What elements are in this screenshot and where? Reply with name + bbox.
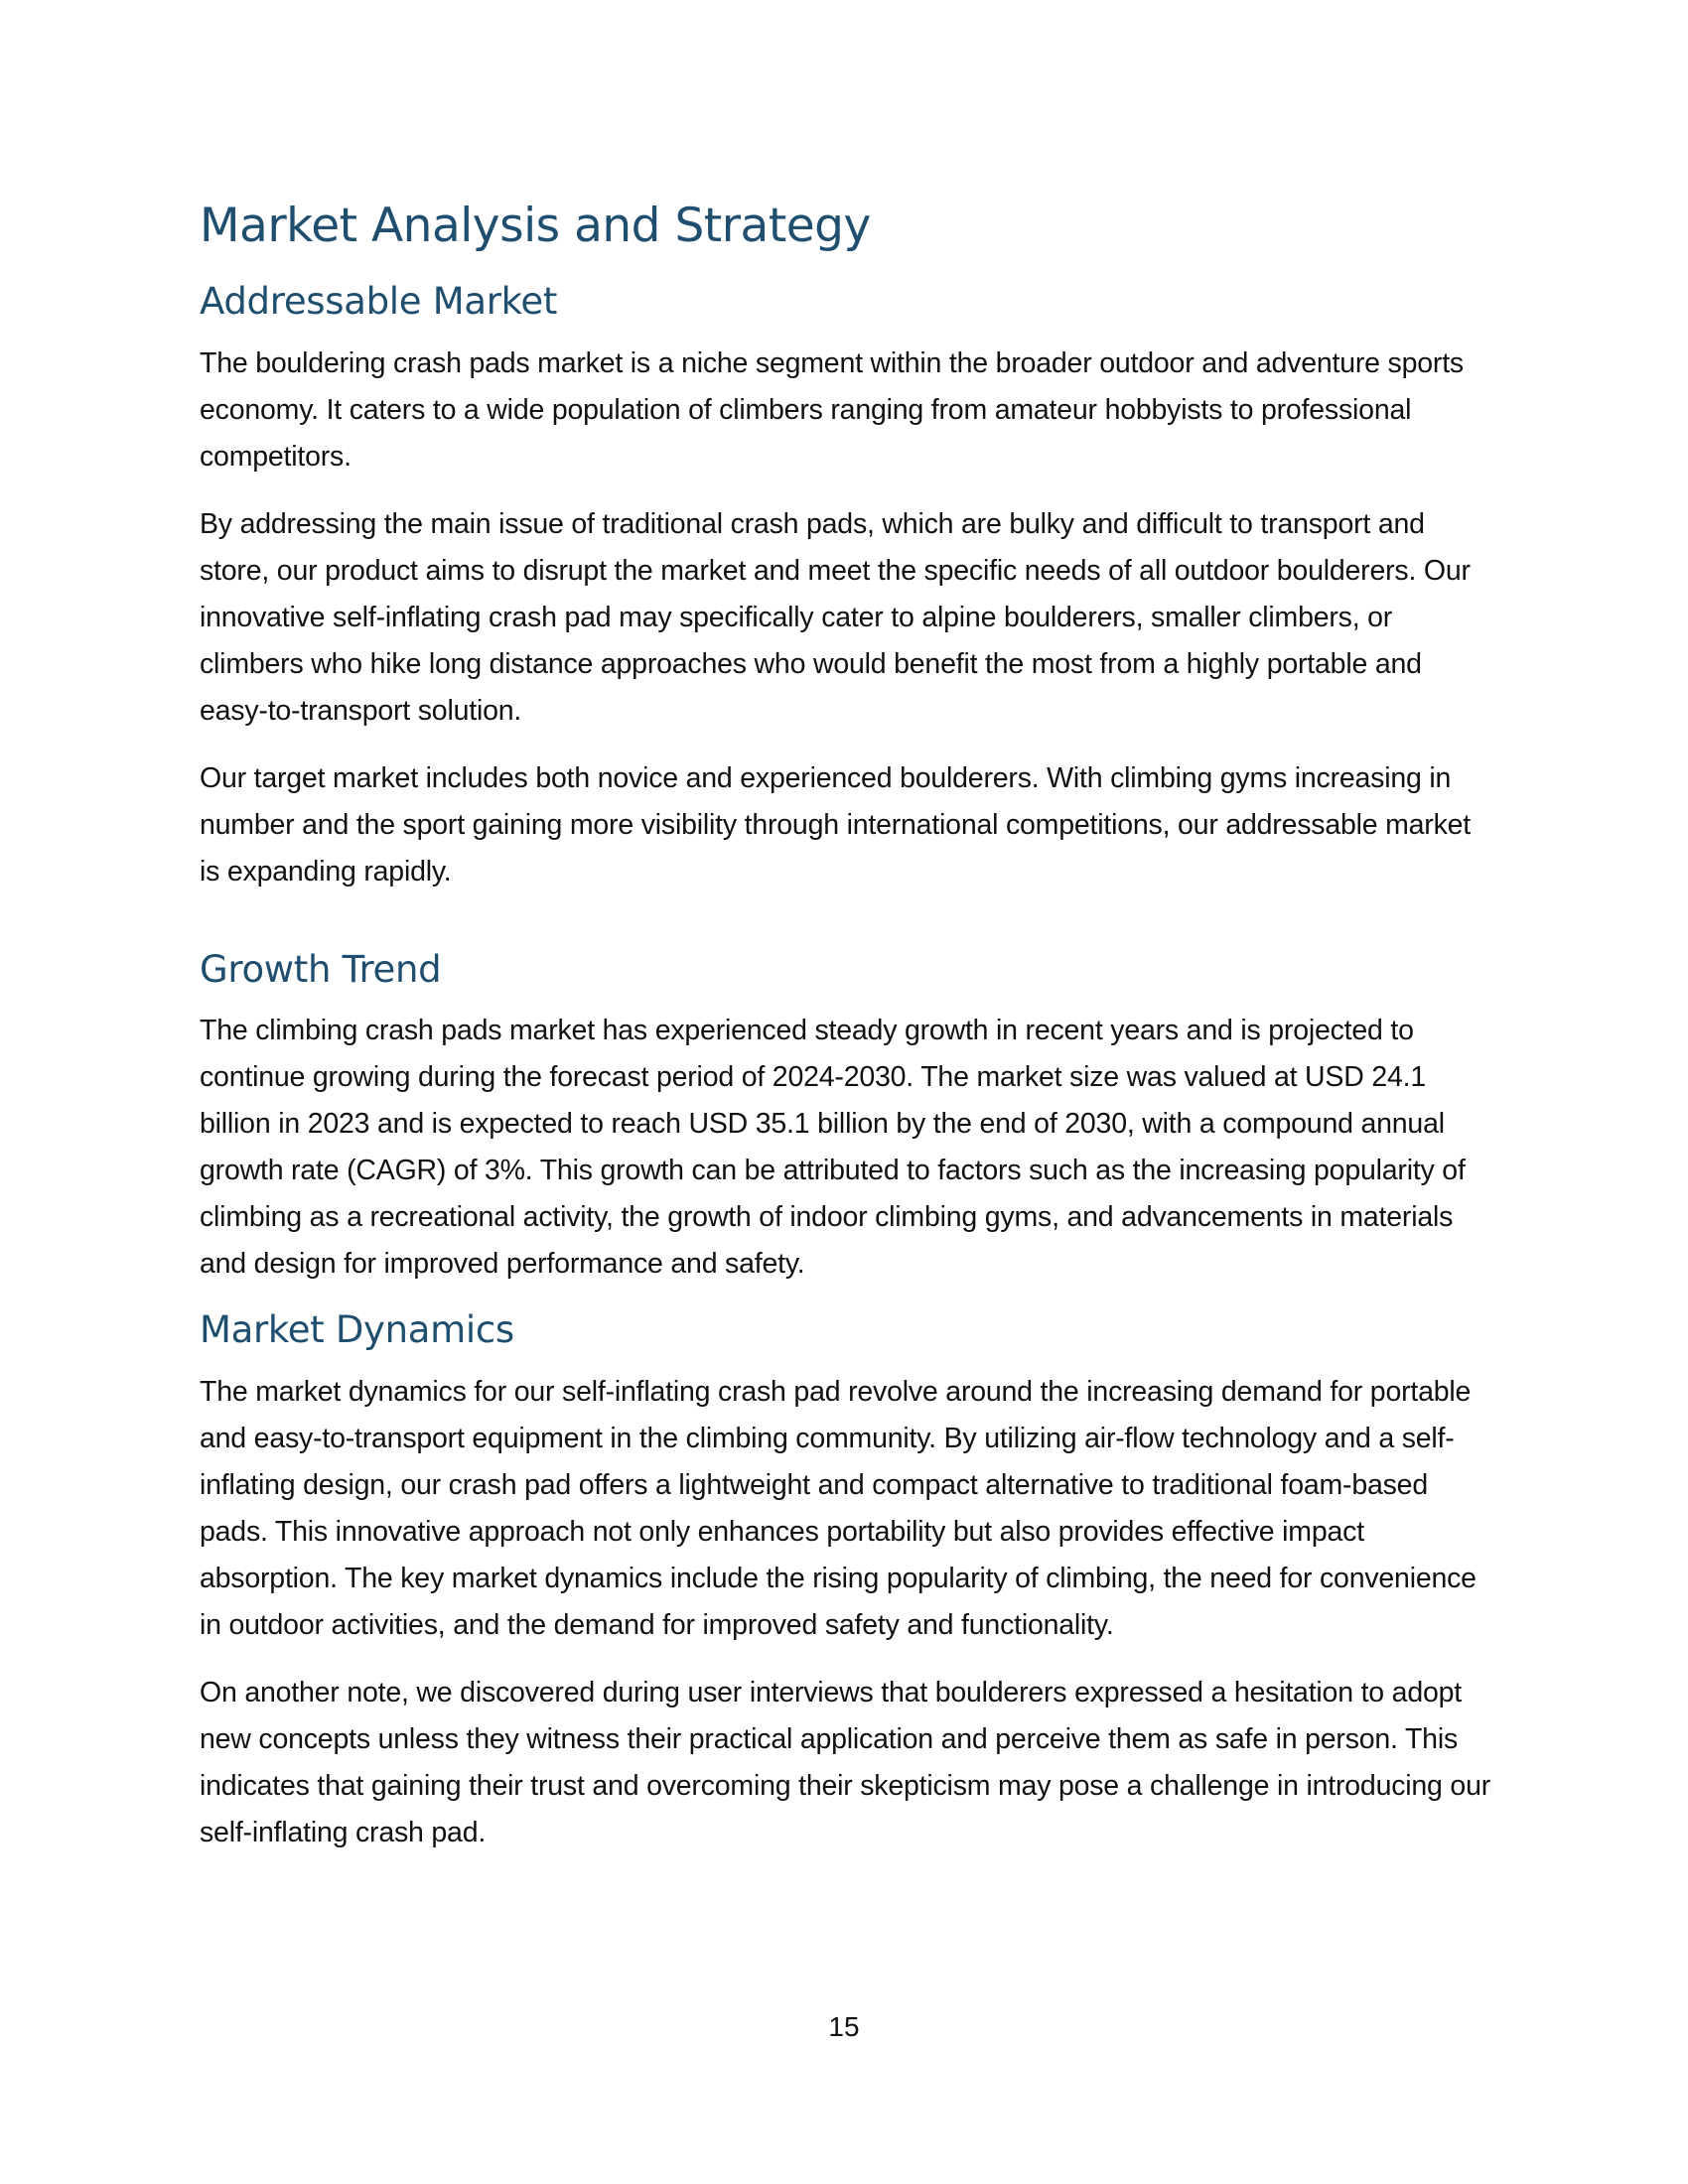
page-number: 15 [828,2011,860,2042]
paragraph: The bouldering crash pads market is a niche segment within the broader outdoor and adventure sports economy. It caters to a wide population of climbers ranging from amateur hobbyists to professional competitors. [200,346,1464,473]
section-market-dynamics [200,1308,1490,1855]
section-addressable-market [200,280,1490,894]
page-content [200,199,1490,1877]
paragraph: On another note, we discovered during user interviews that boulderers expressed a hesitation to adopt new concepts unless they witness their practical application and perceive them as safe in person. This indicates that gaining their trust and overcoming their skepticism may pose a challenge in introducing our self-inflating crash pad. [200,1676,1491,1848]
section-heading: Addressable Market [200,280,558,324]
section-growth-trend [200,948,1490,1288]
paragraph: The climbing crash pads market has experienced steady growth in recent years and is projected to continue growing during the forecast period of 2024-2030. The market size was valued at USD 24.1 billion in 2023 and is expected to reach USD 35.1 billion by the end of 2030, with a compound annual growth rate (CAGR) of 3%. This growth can be attributed to factors such as the increasing popularity of climbing as a recreational activity, the growth of indoor climbing gyms, and advancements in materials and design for improved performance and safety. [200,1015,1466,1281]
paragraph: By addressing the main issue of traditional crash pads, which are bulky and difficult to transport and store, our product aims to disrupt the market and meet the specific needs of all outdoor boulderers. Our innovative self-inflating crash pad may specifically cater to alpine boulderers, smaller climbers, or climbers who hike long distance approaches who would benefit the most from a highly portable and easy-to-transport solution. [200,507,1471,727]
section-heading: Growth Trend [200,947,442,991]
page-title: Market Analysis and Strategy [200,199,871,253]
paragraph: Our target market includes both novice and experienced boulderers. With climbing gyms increasing in number and the sport gaining more visibility through international competitions, our addressable market is expanding rapidly. [200,761,1472,887]
section-heading: Market Dynamics [200,1308,514,1352]
paragraph: The market dynamics for our self-inflating crash pad revolve around the increasing demand for portable and easy-to-transport equipment in the climbing community. By utilizing air-flow technology and a self-inflating design, our crash pad offers a lightweight and compact alternative to traditional foam-based pads. This innovative approach not only enhances portability but also provides effective impact absorption. The key market dynamics include the rising popularity of climbing, the need for convenience in outdoor activities, and the demand for improved safety and functionality. [200,1375,1477,1641]
section-spacer [200,916,1490,948]
